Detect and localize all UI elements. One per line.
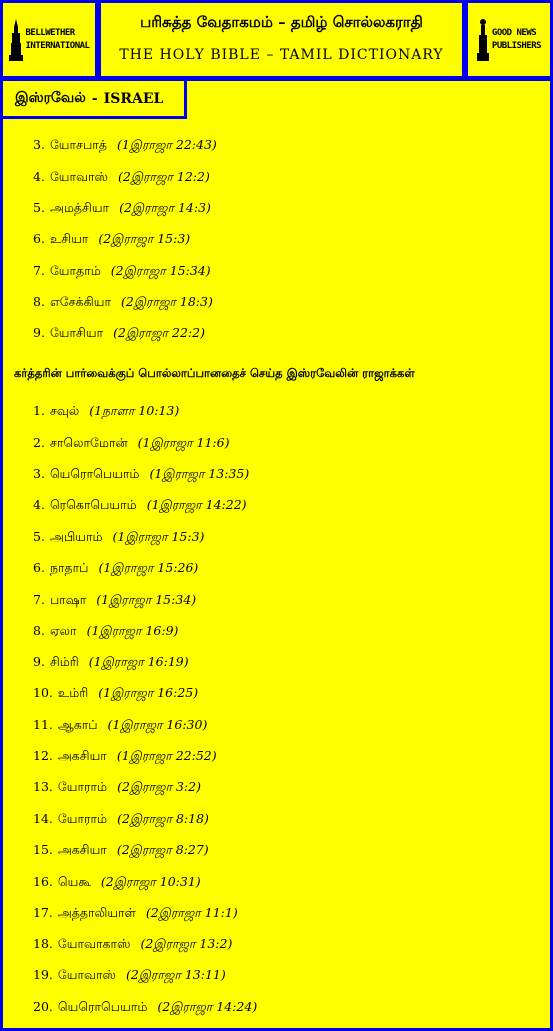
list-item: [33, 685, 198, 702]
good-news-logo: [465, 0, 553, 79]
king-name: எசேக்கியா: [49, 294, 111, 309]
item-number: 4.: [33, 169, 45, 184]
item-number: 3.: [33, 466, 45, 481]
list-item: [33, 717, 207, 734]
king-name: யெகூ: [57, 874, 91, 889]
list-item: [33, 325, 205, 342]
king-name: யோவாஸ்: [49, 169, 108, 184]
item-number: 4.: [33, 497, 45, 512]
item-number: 19.: [33, 967, 53, 982]
king-name: அகசியா: [57, 748, 107, 763]
item-number: 3.: [33, 137, 45, 152]
king-name: யெரொபெயாம்: [57, 999, 148, 1014]
right-logo-line1: GOOD NEWS: [491, 27, 537, 38]
scripture-ref: (2இராஜா 14:3): [119, 200, 211, 215]
list-item: [33, 529, 204, 546]
scripture-ref: (1இராஜா 16:25): [98, 685, 199, 700]
scripture-ref: (1இராஜா 22:43): [116, 137, 217, 152]
item-number: 17.: [33, 905, 53, 920]
item-number: 6.: [33, 231, 45, 246]
title-banner: [98, 0, 465, 79]
king-name: உசியா: [49, 231, 89, 246]
list-item: [33, 497, 247, 514]
king-name: பாஷா: [49, 592, 87, 607]
title-tamil: பரிசுத்த வேதாகமம் – தமிழ் சொல்லகராதி: [140, 13, 423, 31]
entry-heading: [0, 78, 187, 119]
scripture-ref: (2இராஜா 13:11): [125, 967, 226, 982]
king-name: ரெகொபெயாம்: [49, 497, 137, 512]
king-name: அமத்சியா: [49, 200, 110, 215]
king-name: யோராம்: [57, 811, 108, 826]
list-item: [33, 592, 196, 609]
list-item: [33, 403, 179, 420]
scripture-ref: (2இராஜா 15:3): [98, 231, 191, 246]
list-item: [33, 560, 198, 577]
bell-tower-icon: [9, 19, 23, 61]
item-number: 9.: [33, 325, 45, 340]
list-item: [33, 435, 229, 452]
torch-figure-icon: [477, 19, 489, 61]
king-name: நாதாப்: [49, 560, 89, 575]
item-number: 11.: [33, 717, 53, 732]
scripture-ref: (1இராஜா 16:19): [88, 654, 189, 669]
item-number: 6.: [33, 560, 45, 575]
scripture-ref: (2இராஜா 8:18): [117, 811, 209, 826]
king-name: யோசியா: [49, 325, 104, 340]
scripture-ref: (2இராஜா 10:31): [100, 874, 201, 889]
left-logo-line1: BELLWETHER: [25, 27, 75, 38]
list-item: [33, 811, 209, 828]
heading-tamil: இஸ்ரவேல்: [15, 89, 86, 106]
item-number: 2.: [33, 435, 45, 450]
scripture-ref: (2இராஜா 8:27): [116, 842, 209, 857]
item-number: 18.: [33, 936, 53, 951]
king-name: யோராம்: [57, 779, 108, 794]
list-item: [33, 231, 190, 248]
king-name: யோவாஸ்: [57, 967, 116, 982]
scripture-ref: (1இராஜா 22:52): [116, 748, 217, 763]
item-number: 14.: [33, 811, 53, 826]
king-name: யோதாம்: [49, 263, 101, 278]
king-name: யோவாகாஸ்: [57, 936, 131, 951]
list-item: [33, 905, 238, 922]
scripture-ref: (1இராஜா 15:26): [98, 560, 199, 575]
item-number: 1.: [33, 403, 45, 418]
king-name: சிம்ரி: [49, 654, 79, 669]
list-item: [33, 842, 209, 859]
item-number: 13.: [33, 779, 53, 794]
list-item: [33, 654, 189, 671]
list-item: [33, 967, 226, 984]
scripture-ref: (1இராஜா 16:30): [107, 717, 208, 732]
king-name: உம்ரி: [57, 685, 89, 700]
king-name: ஆகாப்: [57, 717, 98, 732]
item-number: 20.: [33, 999, 53, 1014]
item-number: 5.: [33, 529, 45, 544]
item-number: 8.: [33, 294, 45, 309]
heading-english: ISRAEL: [103, 90, 164, 107]
scripture-ref: (2இராஜா 13:2): [140, 936, 233, 951]
king-name: அத்தாலியாள்: [57, 905, 136, 920]
list-item: [33, 294, 213, 311]
list-item: [33, 779, 201, 796]
list-item: [33, 466, 249, 483]
list-item: [33, 137, 217, 154]
bellwether-logo: [0, 0, 98, 79]
king-name: அகசியா: [57, 842, 107, 857]
scripture-ref: (2இராஜா 12:2): [117, 169, 210, 184]
title-english: THE HOLY BIBLE – TAMIL DICTIONARY: [119, 47, 444, 63]
king-name: அபியாம்: [49, 529, 103, 544]
king-name: யோசபாத்: [49, 137, 107, 152]
right-logo-line2: PUBLISHERS: [491, 40, 542, 51]
item-number: 9.: [33, 654, 45, 669]
scripture-ref: (2இராஜா 3:2): [117, 779, 201, 794]
scripture-ref: (1இராஜா 16:9): [86, 623, 179, 638]
scripture-ref: (2இராஜா 15:34): [110, 263, 211, 278]
item-number: 5.: [33, 200, 45, 215]
item-number: 7.: [33, 592, 45, 607]
king-name: சாலொமோன்: [49, 435, 128, 450]
item-number: 16.: [33, 874, 53, 889]
scripture-ref: (2இராஜா 11:1): [145, 905, 238, 920]
left-logo-line2: INTERNATIONAL: [25, 40, 90, 51]
item-number: 15.: [33, 842, 53, 857]
list-item: [33, 999, 257, 1016]
scripture-ref: (2இராஜா 18:3): [120, 294, 213, 309]
scripture-ref: (1இராஜா 15:34): [96, 592, 197, 607]
king-name: யெரொபெயாம்: [49, 466, 140, 481]
item-number: 10.: [33, 685, 53, 700]
list-item: [33, 169, 210, 186]
list-item: [33, 748, 217, 765]
list-item: [33, 874, 201, 891]
heading-separator: -: [91, 90, 98, 107]
scripture-ref: (1இராஜா 15:3): [112, 529, 205, 544]
scripture-ref: (1இராஜா 11:6): [137, 435, 230, 450]
scripture-ref: (2இராஜா 14:24): [157, 999, 258, 1014]
king-name: சவுல்: [49, 403, 80, 418]
section-heading-evil-kings: கர்த்தரின் பார்வைக்குப் பொல்லாப்பானதைச் செய்த இஸ்ரவேலின் ராஜாக்கள்: [14, 366, 415, 380]
scripture-ref: (1நாளா 10:13): [89, 403, 180, 418]
king-name: ஏலா: [49, 623, 77, 638]
list-item: [33, 200, 211, 217]
scripture-ref: (2இராஜா 22:2): [113, 325, 205, 340]
item-number: 7.: [33, 263, 45, 278]
list-item: [33, 263, 211, 280]
list-item: [33, 936, 232, 953]
scripture-ref: (1இராஜா 13:35): [149, 466, 250, 481]
item-number: 12.: [33, 748, 53, 763]
scripture-ref: (1இராஜா 14:22): [146, 497, 247, 512]
item-number: 8.: [33, 623, 45, 638]
list-item: [33, 623, 178, 640]
